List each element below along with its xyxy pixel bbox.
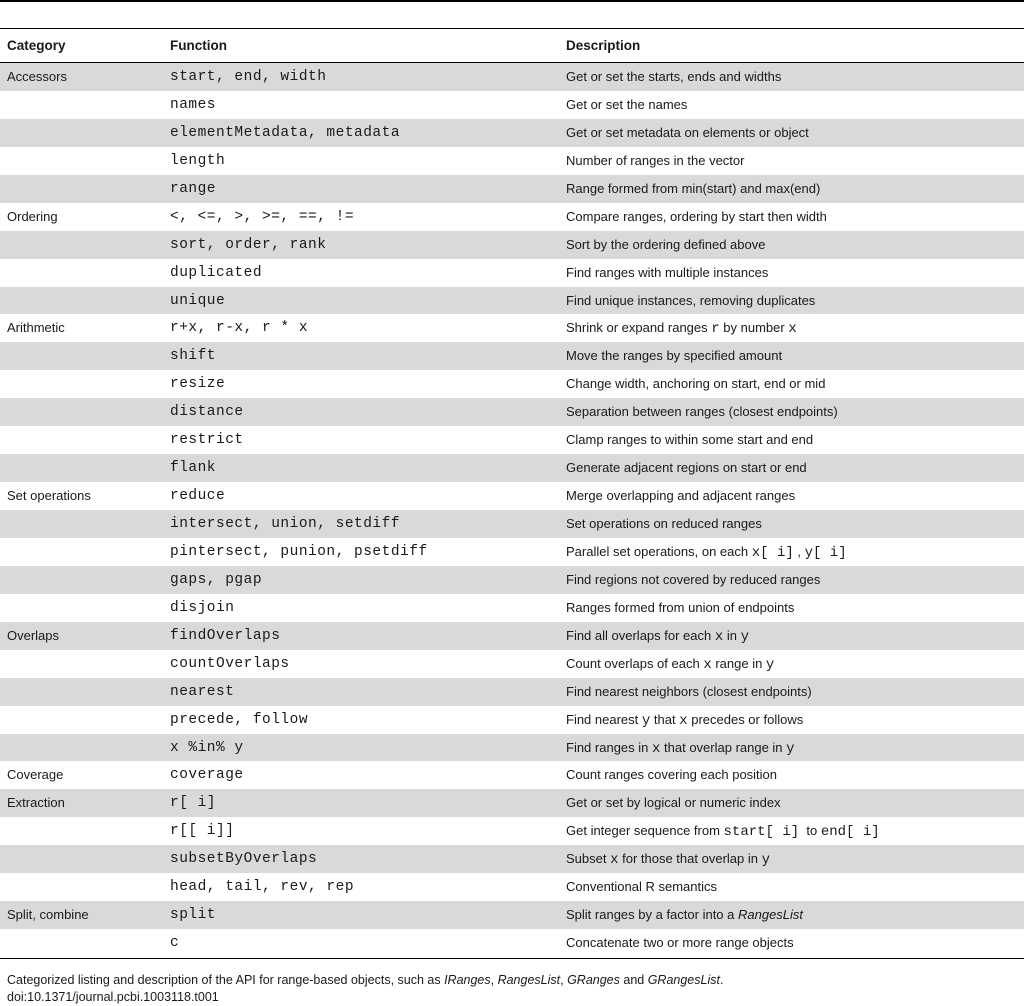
text-segment: Get or set by logical or numeric index xyxy=(566,795,781,811)
text-segment: Separation between ranges (closest endpoints) xyxy=(566,404,838,420)
description-cell xyxy=(566,69,781,84)
description-cell xyxy=(566,740,795,757)
italic-text: RangesList xyxy=(497,973,561,987)
table-row xyxy=(0,370,1024,398)
text-segment: that xyxy=(650,711,680,727)
text-segment: Find nearest neighbors (closest endpoints) xyxy=(566,683,812,699)
text-segment: to xyxy=(799,823,821,839)
function-cell: subsetByOverlaps xyxy=(170,851,318,868)
description-cell xyxy=(566,320,797,337)
description-cell xyxy=(566,265,768,280)
text-segment: . xyxy=(719,973,724,987)
text-segment: Get or set metadata on elements or object xyxy=(566,124,809,140)
text-segment: that overlap range in xyxy=(660,739,787,755)
function-cell: split xyxy=(170,907,217,924)
function-cell: elementMetadata, metadata xyxy=(170,124,401,141)
table-row xyxy=(0,63,1024,91)
table-row xyxy=(0,622,1024,650)
text-segment: range in xyxy=(711,655,766,671)
description-cell xyxy=(566,544,847,561)
function-cell: r[ i] xyxy=(170,795,217,812)
table-row xyxy=(0,203,1024,231)
description-cell xyxy=(566,935,794,950)
description-cell xyxy=(566,572,820,587)
code-token: x[ i] xyxy=(751,544,794,561)
text-segment: by number xyxy=(719,320,789,336)
code-token: end[ i] xyxy=(820,824,880,841)
description-cell xyxy=(566,209,827,224)
text-segment: Get integer sequence from xyxy=(566,823,724,839)
table-row xyxy=(0,538,1024,566)
table-row xyxy=(0,342,1024,370)
table-row xyxy=(0,398,1024,426)
table-row xyxy=(0,175,1024,203)
category-cell: Overlaps xyxy=(7,627,60,643)
function-cell: nearest xyxy=(170,683,235,700)
header-description: Description xyxy=(566,38,641,53)
text-segment: precedes or follows xyxy=(687,711,804,727)
table-row xyxy=(0,817,1024,845)
text-segment: , xyxy=(560,973,568,987)
text-segment: Count ranges covering each position xyxy=(566,767,778,783)
description-cell xyxy=(566,237,765,252)
text-segment: Clamp ranges to within some start and end xyxy=(566,432,814,448)
code-token: x xyxy=(714,628,724,645)
table-row xyxy=(0,594,1024,622)
text-segment: for those that overlap in xyxy=(618,851,762,867)
function-cell: shift xyxy=(170,348,217,365)
description-cell xyxy=(566,879,717,894)
description-cell xyxy=(566,348,782,363)
text-segment: Set operations on reduced ranges xyxy=(566,516,762,531)
table-row xyxy=(0,510,1024,538)
description-cell xyxy=(566,823,880,840)
table-row xyxy=(0,566,1024,594)
category-cell: Arithmetic xyxy=(7,320,65,336)
description-cell xyxy=(566,795,781,810)
table-row xyxy=(0,650,1024,678)
table-row xyxy=(0,454,1024,482)
table-top-rule xyxy=(0,0,1024,2)
code-token: x xyxy=(788,321,797,338)
code-token: y xyxy=(765,656,775,673)
function-cell: length xyxy=(170,152,226,169)
table-row xyxy=(0,259,1024,287)
caption-doi: doi:10.1371/journal.pcbi.1003118.t001 xyxy=(7,990,219,1004)
text-segment: Find ranges in xyxy=(566,739,652,755)
italic-text: RangesList xyxy=(737,907,804,923)
function-cell: disjoin xyxy=(170,599,235,616)
table-row xyxy=(0,901,1024,929)
function-cell: resize xyxy=(170,376,226,393)
function-cell: r[[ i]] xyxy=(170,823,235,840)
category-cell: Split, combine xyxy=(7,907,89,923)
table-row xyxy=(0,734,1024,762)
function-cell: pintersect, punion, psetdiff xyxy=(170,543,428,560)
description-cell xyxy=(566,97,687,112)
text-segment: Number of ranges in the vector xyxy=(566,152,745,168)
italic-text: GRangesList xyxy=(647,973,720,987)
code-token: x xyxy=(679,712,688,729)
description-cell xyxy=(566,684,812,699)
code-token: x xyxy=(610,852,619,869)
table-row xyxy=(0,91,1024,119)
text-segment: Categorized listing and description of the API for range-based objects, such as xyxy=(7,973,445,987)
text-segment: Find ranges with multiple instances xyxy=(566,264,769,280)
italic-text: IRanges xyxy=(444,973,491,987)
description-cell xyxy=(566,153,744,168)
description-cell xyxy=(566,293,815,308)
table-caption xyxy=(7,972,723,1006)
text-segment: Compare ranges, ordering by start then width xyxy=(566,208,827,224)
function-cell: unique xyxy=(170,292,226,309)
text-segment: Merge overlapping and adjacent ranges xyxy=(566,488,796,504)
code-token: y[ i] xyxy=(804,544,847,561)
table-row xyxy=(0,678,1024,706)
table-row xyxy=(0,147,1024,175)
text-segment: Find nearest xyxy=(566,711,642,727)
code-token: start[ i] xyxy=(723,824,800,841)
function-cell: c xyxy=(170,935,180,952)
italic-text: GRanges xyxy=(567,973,620,987)
table-row xyxy=(0,873,1024,901)
table-row xyxy=(0,761,1024,789)
category-cell: Coverage xyxy=(7,767,64,783)
function-cell: start, end, width xyxy=(170,69,327,85)
text-segment: Get or set the starts, ends and widths xyxy=(566,69,782,84)
code-token: y xyxy=(740,628,750,645)
function-cell: restrict xyxy=(170,432,244,449)
table-row xyxy=(0,287,1024,315)
function-cell: duplicated xyxy=(170,264,263,281)
text-segment: Find all overlaps for each xyxy=(566,627,715,643)
description-cell xyxy=(566,125,809,140)
table-bottom-rule xyxy=(0,958,1024,959)
text-segment: Range formed from min(start) and max(end) xyxy=(566,180,821,196)
table-row xyxy=(0,929,1024,957)
text-segment: Count overlaps of each xyxy=(566,655,704,671)
text-segment: Shrink or expand ranges xyxy=(566,320,712,336)
description-cell xyxy=(566,851,770,868)
table-row xyxy=(0,119,1024,147)
code-token: y xyxy=(786,740,795,757)
function-cell: reduce xyxy=(170,488,226,505)
function-cell: gaps, pgap xyxy=(170,571,263,588)
description-cell xyxy=(566,376,825,391)
description-cell xyxy=(566,656,774,673)
function-cell: range xyxy=(170,180,217,197)
code-token: x xyxy=(703,656,712,673)
category-cell: Accessors xyxy=(7,69,67,84)
table-row xyxy=(0,706,1024,734)
text-segment: , xyxy=(490,973,498,987)
description-cell xyxy=(566,404,838,419)
text-segment: Move the ranges by specified amount xyxy=(566,348,783,364)
category-cell: Extraction xyxy=(7,795,65,811)
function-cell: distance xyxy=(170,404,244,421)
text-segment: Sort by the ordering defined above xyxy=(566,236,766,252)
header-function: Function xyxy=(170,38,227,53)
description-cell xyxy=(566,767,777,782)
text-segment: Find regions not covered by reduced ranges xyxy=(566,571,821,587)
text-segment: Find unique instances, removing duplicates xyxy=(566,292,816,308)
table-header-row xyxy=(0,29,1024,62)
description-cell xyxy=(566,628,749,645)
text-segment: , xyxy=(793,543,805,559)
table-body xyxy=(0,63,1024,957)
function-cell: <, <=, >, >=, ==, != xyxy=(170,208,355,225)
category-cell: Ordering xyxy=(7,208,58,224)
text-segment: Conventional R semantics xyxy=(566,879,718,895)
function-cell: x %in% y xyxy=(170,739,244,756)
function-cell: coverage xyxy=(170,767,244,784)
text-segment: Ranges formed from union of endpoints xyxy=(566,599,795,615)
function-cell: flank xyxy=(170,460,217,477)
table-row xyxy=(0,231,1024,259)
text-segment: Split ranges by a factor into a xyxy=(566,907,738,923)
description-cell xyxy=(566,907,803,922)
function-cell: names xyxy=(170,96,217,113)
function-cell: precede, follow xyxy=(170,711,309,728)
table-row xyxy=(0,845,1024,873)
text-segment: Concatenate two or more range objects xyxy=(566,935,794,951)
code-token: r xyxy=(711,321,720,338)
code-token: y xyxy=(641,712,651,729)
table-row xyxy=(0,789,1024,817)
text-segment: and xyxy=(619,973,648,987)
text-segment: Subset xyxy=(566,851,611,867)
description-cell xyxy=(566,181,820,196)
function-cell: intersect, union, setdiff xyxy=(170,516,401,532)
text-segment: in xyxy=(723,627,741,643)
table-row xyxy=(0,426,1024,454)
code-token: y xyxy=(761,852,770,869)
function-cell: r+x, r-x, r * x xyxy=(170,320,309,337)
description-cell xyxy=(566,488,795,503)
code-token: x xyxy=(652,740,661,757)
description-cell xyxy=(566,600,794,615)
table-row xyxy=(0,482,1024,510)
description-cell xyxy=(566,432,813,447)
description-cell xyxy=(566,712,803,729)
description-cell xyxy=(566,460,807,475)
table-row xyxy=(0,314,1024,342)
category-cell: Set operations xyxy=(7,488,91,504)
function-cell: countOverlaps xyxy=(170,655,290,672)
function-cell: findOverlaps xyxy=(170,627,281,644)
text-segment: Get or set the names xyxy=(566,96,688,112)
function-cell: head, tail, rev, rep xyxy=(170,879,355,896)
function-cell: sort, order, rank xyxy=(170,236,327,253)
text-segment: Parallel set operations, on each xyxy=(566,543,752,559)
caption-text xyxy=(7,972,723,989)
description-cell xyxy=(566,516,762,531)
text-segment: Generate adjacent regions on start or end xyxy=(566,460,807,476)
text-segment: Change width, anchoring on start, end or mid xyxy=(566,376,826,392)
header-category: Category xyxy=(7,38,66,53)
